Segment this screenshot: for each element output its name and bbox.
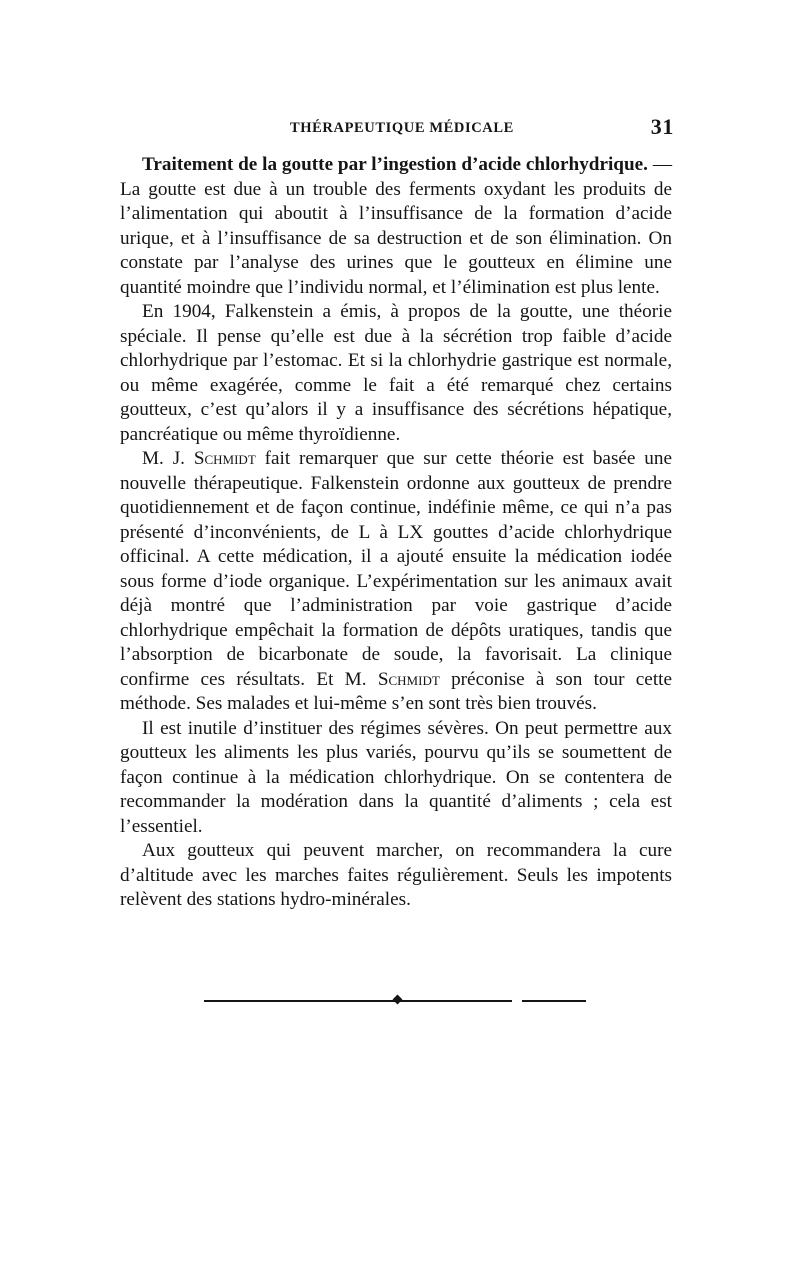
- author-name-2: Schmidt: [377, 668, 440, 690]
- paragraph-1: [120, 153, 672, 300]
- book-page: [120, 112, 672, 913]
- paragraph-4: Il est inutile d’instituer des régimes sévères. On peut permettre aux goutteux les aliments les plus variés, pourvu qu’ils se soumettent de façon continue à la médication chlorhydrique. On se contentera de recommander la modération dans la quantité d’aliments ; cela est l’essentiel.: [120, 717, 672, 837]
- paragraph-5: Aux goutteux qui peuvent marcher, on recommandera la cure d’altitude avec les marches faites régulièrement. Seuls les impotents relèvent des stations hydro-minérales.: [120, 840, 672, 910]
- ornament-rule-right: [522, 1000, 586, 1002]
- paragraph-3-text: fait remarquer que sur cette théorie est basée une nouvelle thérapeutique. Falkenstein ordonne aux goutteux de prendre quotidiennement et de façon continue, indéfinie même, ce qui n’a pas présenté d’inconvénients, de L à LX gouttes d’acide chlorhydrique officinal. A cette médication, il a ajouté ensuite la médication iodée sous forme d’iode organique. L’expérimentation sur les animaux avait déjà montré que l’administration par voie gastrique d’acide chlorhydrique empêchait la formation de dépôts uratiques, tandis que l’absorption de bicarbonate de soude, la favorisait. La clinique confirme ces résultats. Et M.: [120, 448, 672, 690]
- paragraph-3-prefix: M. J.: [142, 448, 194, 469]
- author-name: Schmidt: [193, 448, 256, 469]
- body-text: [120, 153, 672, 913]
- running-title: THÉRAPEUTIQUE MÉDICALE: [290, 120, 514, 136]
- ornament-diamond-icon: [393, 995, 403, 1005]
- running-header: [120, 112, 672, 142]
- paragraph-1-text: — La goutte est due à un trouble des ferments oxydant les produits de l’alimentation qui aboutit à l’insuffisance de la formation d’acide urique, et à l’insuffisance de sa destruction et de son élimination. On constate par l’analyse des urines que le goutteux en élimine une quantité moindre que l’individu normal, et l’élimination est plus lente.: [120, 154, 673, 298]
- paragraph-2: En 1904, Falkenstein a émis, à propos de la goutte, une théorie spéciale. Il pense qu’elle est due à la sécrétion trop faible d’acide chlorhydrique par l’estomac. Et si la chlorhydrie gastrique est normale, ou même exagérée, comme le fait a été remarqué chez certains goutteux, c’est qu’alors il y a insuffisance des sécrétions hépatique, pancréatique ou même thyroïdienne.: [120, 301, 672, 445]
- paragraph-3-text-2: préconise à son tour cette méthode. Ses malades et lui-même s’en sont très bien trouvés.: [120, 668, 673, 714]
- paragraph-3: [120, 447, 672, 717]
- ornament-rule-left: [204, 1000, 512, 1002]
- section-heading: Traitement de la goutte par l’ingestion d’acide chlorhydrique.: [142, 154, 648, 175]
- section-end-ornament: [204, 994, 586, 1008]
- page-number: 31: [650, 114, 674, 139]
